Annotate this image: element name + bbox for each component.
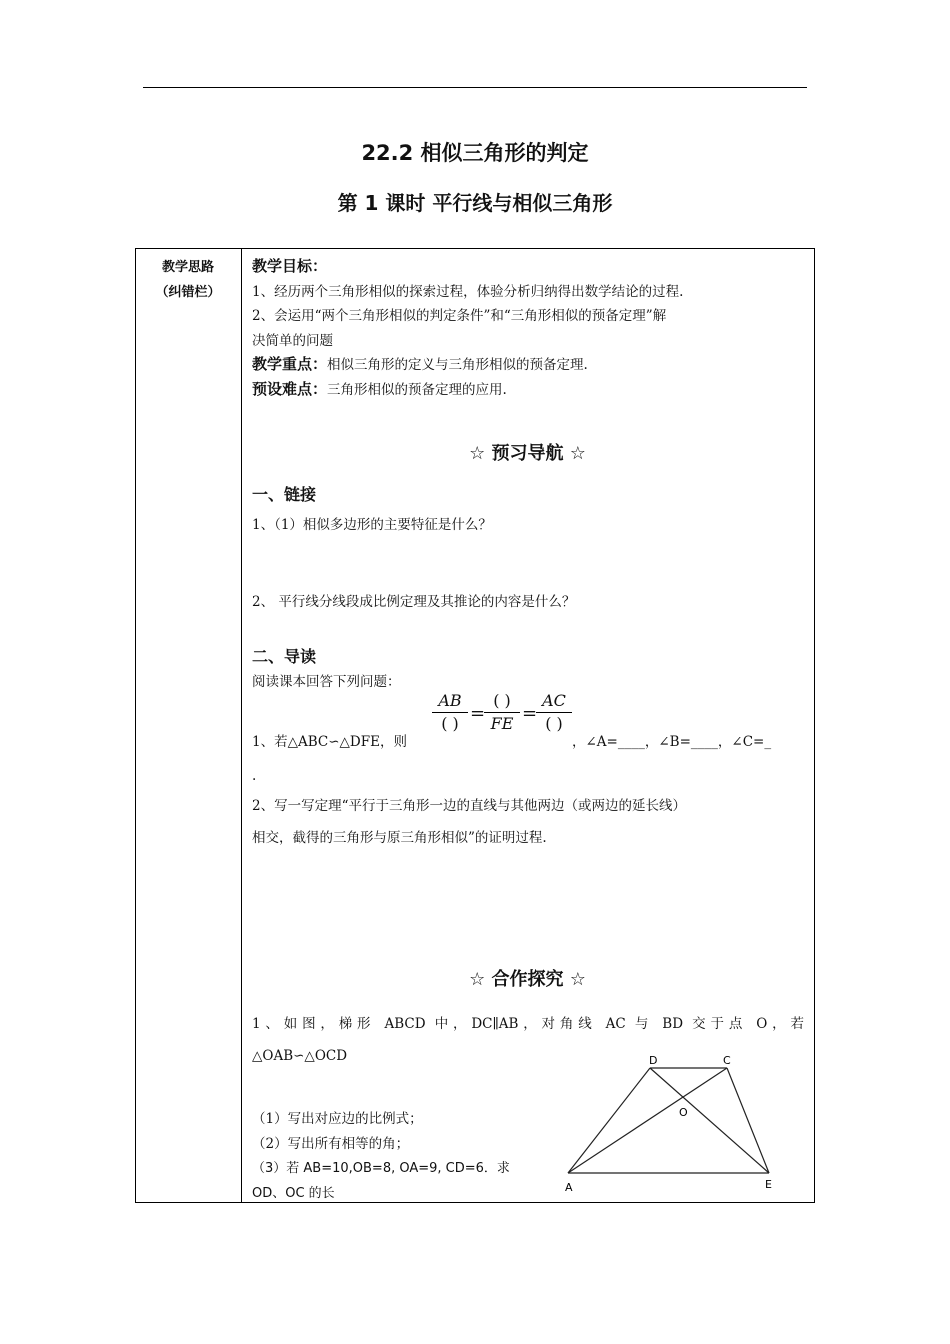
guide-question-1-prefix: 1、若△ABC∽△DFE，则 (252, 734, 407, 750)
fraction-1 (432, 690, 468, 735)
guide-section-title: 二、导读 (252, 647, 317, 666)
link-section-title: 一、链接 (252, 485, 317, 504)
objectives-heading: 教学目标： (252, 257, 328, 275)
side-ad (568, 1068, 650, 1173)
explore-subquestion-3-cont: OD、OC 的长 (252, 1186, 335, 1201)
vertex-label-c: C (723, 1054, 731, 1067)
sidebar-sublabel: （纠错栏） (155, 285, 221, 300)
preview-heading: ☆ 预习导航 ☆ (469, 443, 586, 464)
guide-question-2-cont: 相交，截得的三角形与原三角形相似”的证明过程. (252, 830, 547, 846)
objective-item-1: 1、经历两个三角形相似的探索过程，体验分析归纳得出数学结论的过程. (252, 284, 684, 300)
fraction-3-numerator: AC (536, 690, 572, 713)
equals-sign-1: = (470, 703, 486, 724)
diagonal-ac (568, 1068, 727, 1173)
explore-problem-1-cont: △OAB∽△OCD (252, 1048, 348, 1064)
guide-question-1-end: . (252, 768, 257, 784)
vertex-label-d: D (649, 1054, 658, 1067)
side-cb (727, 1068, 769, 1173)
point-label-o: O (679, 1106, 688, 1119)
explore-subquestion-1: （1）写出对应边的比例式； (252, 1111, 423, 1127)
guide-question-2: 2、写一写定理“平行于三角形一边的直线与其他两边（或两边的延长线） (252, 798, 686, 814)
diagonal-bd (650, 1068, 769, 1173)
fraction-1-denominator: ( ) (441, 714, 459, 733)
page-subtitle: 第 1 课时 平行线与相似三角形 (337, 191, 613, 215)
link-question-2: 2、 平行线分线段成比例定理及其推论的内容是什么？ (252, 594, 576, 610)
fraction-3 (536, 690, 572, 735)
link-question-1: 1、（1）相似多边形的主要特征是什么？ (252, 517, 492, 533)
objective-item-2-cont: 决简单的问题 (252, 333, 333, 349)
key-point-label: 教学重点： (252, 355, 328, 373)
page-title: 22.2 相似三角形的判定 (361, 141, 589, 165)
difficulty-label: 预设难点： (252, 380, 328, 398)
guide-intro: 阅读课本回答下列问题： (252, 674, 401, 690)
vertex-label-a: A (565, 1181, 573, 1194)
vertex-label-b: E (765, 1178, 772, 1191)
sidebar-label: 教学思路 (161, 260, 214, 275)
key-point-text: 相似三角形的定义与三角形相似的预备定理. (327, 357, 588, 373)
difficulty-point (252, 378, 507, 399)
explore-subquestion-3: （3）若 AB=10,OB=8, OA=9, CD=6．求 (252, 1161, 510, 1176)
difficulty-text: 三角形相似的预备定理的应用. (327, 382, 507, 398)
fraction-3-denominator: ( ) (545, 714, 563, 733)
trapezoid-figure (555, 1048, 795, 1198)
header-rule (143, 87, 807, 88)
explore-problem-1: 1、如图，梯形 ABCD 中，DC∥AB，对角线 AC 与 BD 交于点 O，若 (252, 1016, 804, 1032)
equals-sign-2: = (522, 703, 538, 724)
explore-subquestion-2: （2）写出所有相等的角； (252, 1136, 410, 1152)
fraction-2 (484, 690, 520, 735)
fraction-2-denominator: FE (490, 714, 514, 733)
objective-item-2: 2、会运用“两个三角形相似的判定条件”和“三角形相似的预备定理”解 (252, 308, 667, 324)
explore-heading: ☆ 合作探究 ☆ (469, 969, 586, 990)
fraction-2-numerator: ( ) (484, 690, 520, 713)
table-column-divider (241, 248, 242, 1203)
key-point (252, 353, 588, 374)
guide-question-1-suffix: ，∠A=____，∠B=____，∠C=_ (572, 734, 772, 750)
fraction-1-numerator: AB (432, 690, 468, 713)
